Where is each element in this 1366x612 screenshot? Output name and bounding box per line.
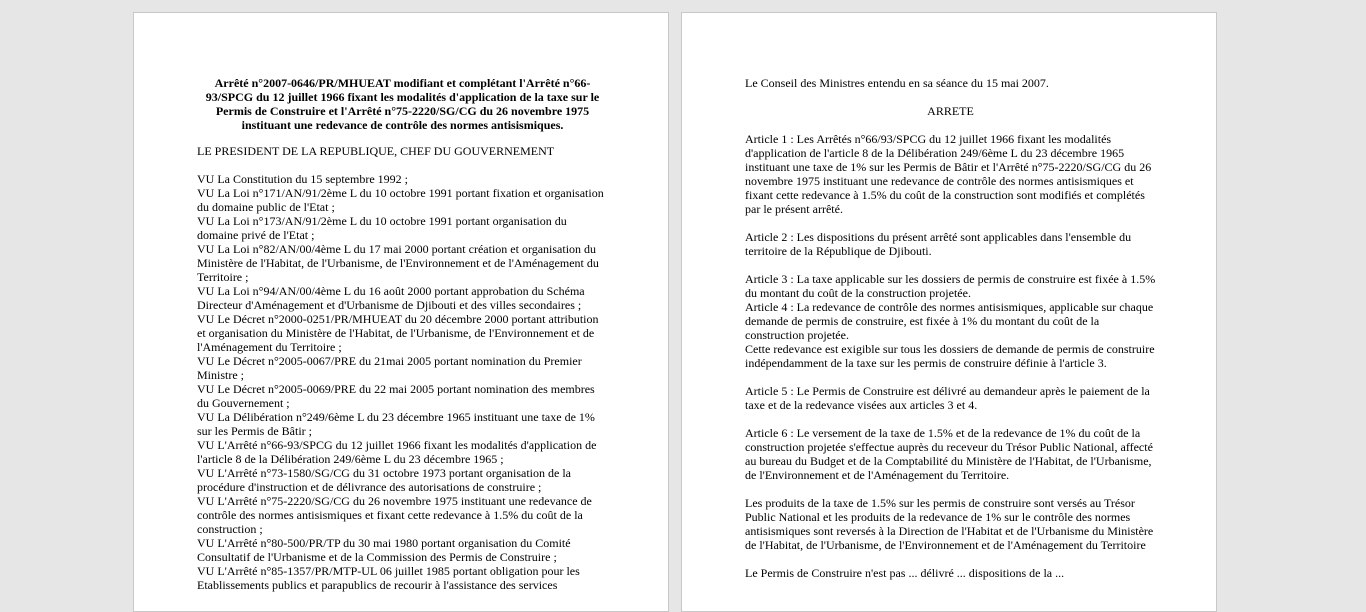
president-heading: LE PRESIDENT DE LA REPUBLIQUE, CHEF DU GOUVERNEMENT	[197, 144, 555, 158]
produits-paragraph: Les produits de la taxe de 1.5% sur les permis de construire sont versés au Trésor Public National et les produits de la redevance de 1% sur le contrôle des normes antisismiques sont reversés à la Direction de l'Habitat et de l'Urbanisme du Ministère de l'Habitat, de l'Urbanisme, de l'Environnement et de l'Aménagement du Territoire	[745, 496, 1154, 552]
vu-item: VU L'Arrêté n°85-1357/PR/MTP-UL 06 juillet 1985 portant obligation pour les Etablissements publics et parapublics de recourir à l'assistance des services	[197, 564, 580, 592]
conseil-statement: Le Conseil des Ministres entendu en sa séance du 15 mai 2007.	[745, 76, 1049, 90]
vu-item: VU Le Décret n°2000-0251/PR/MHUEAT du 20 décembre 2000 portant attribution et organisation du Ministère de l'Habitat, de l'Urbanisme, de l'Environnement et de l'Aménagement du Territoire ;	[197, 312, 599, 354]
page-2-content	[745, 76, 1156, 580]
vu-list	[197, 172, 608, 592]
article-2: Article 2 : Les dispositions du présent arrêté sont applicables dans l'ensemble du territoire de la République de Djibouti.	[745, 230, 1132, 258]
article-5: Article 5 : Le Permis de Construire est délivré au demandeur après le paiement de la taxe et de la redevance visées aux articles 3 et 4.	[745, 384, 1150, 412]
vu-item: VU La Délibération n°249/6ème L du 23 décembre 1965 instituant une taxe de 1% sur les Permis de Bâtir ;	[197, 410, 595, 438]
vu-item: VU La Loi n°82/AN/00/4ème L du 17 mai 2000 portant création et organisation du Ministère de l'Habitat, de l'Urbanisme, de l'Environnement et de l'Aménagement du Territoire ;	[197, 242, 599, 284]
vu-item: VU Le Décret n°2005-0067/PRE du 21mai 2005 portant nomination du Premier Ministre ;	[197, 354, 582, 382]
vu-item: VU L'Arrêté n°66-93/SPCG du 12 juillet 1966 fixant les modalités d'application de l'article 8 de la Délibération 249/6ème L du 23 décembre 1965 ;	[197, 438, 597, 466]
arrete-heading: ARRETE	[927, 104, 974, 118]
decree-title: Arrêté n°2007-0646/PR/MHUEAT modifiant et complétant l'Arrêté n°66-93/SPCG du 12 juillet 1966 fixant les modalités d'application de la taxe sur le Permis de Construire et l'Arrêté n°75-2220/SG/CG du 26 novembre 1975 instituant une redevance de contrôle des normes antisismiques.	[205, 76, 600, 132]
document-page-1	[133, 12, 669, 612]
vu-item: VU La Constitution du 15 septembre 1992 ;	[197, 172, 408, 186]
vu-item: VU L'Arrêté n°80-500/PR/TP du 30 mai 1980 portant organisation du Comité Consultatif de l'Urbanisme et de la Commission des Permis de Construire ;	[197, 536, 571, 564]
vu-item: VU La Loi n°173/AN/91/2ème L du 10 octobre 1991 portant organisation du domaine privé de l'Etat ;	[197, 214, 567, 242]
article-6: Article 6 : Le versement de la taxe de 1.5% et de la redevance de 1% du coût de la construction projetée s'effectue auprès du receveur du Trésor Public National, affecté au bureau du Budget et de la Comptabilité du Ministère de l'Habitat, de l'Urbanisme, de l'Environnement et de l'Aménagement du Territoire.	[745, 426, 1153, 482]
vu-item: VU Le Décret n°2005-0069/PRE du 22 mai 2005 portant nomination des membres du Gouvernement ;	[197, 382, 595, 410]
article-4: Article 4 : La redevance de contrôle des normes antisismiques, applicable sur chaque demande de permis de construire, est fixée à 1% du montant du coût de la construction projetée.	[745, 300, 1154, 342]
vu-item: VU La Loi n°94/AN/00/4ème L du 16 août 2000 portant approbation du Schéma Directeur d'Aménagement et d'Urbanisme de Djibouti et des villes secondaires ;	[197, 284, 585, 312]
vu-item: VU L'Arrêté n°75-2220/SG/CG du 26 novembre 1975 instituant une redevance de contrôle des normes antisismiques et fixant cette redevance à 1.5% du coût de la construction ;	[197, 494, 592, 536]
truncated-paragraph: Le Permis de Construire n'est pas ... délivré ... dispositions de la ...	[745, 566, 1065, 580]
article-1: Article 1 : Les Arrêtés n°66/93/SPCG du 12 juillet 1966 fixant les modalités d'application de l'article 8 de la Délibération 249/6ème L du 23 décembre 1965 instituant une taxe de 1% sur les Permis de Bâtir et l'Arrêté n°75-2220/SG/CG du 26 novembre 1975 instituant une redevance de contrôle des normes antisismiques et fixant cette redevance à 1.5% du coût de la construction sont modifiés et complétés par le présent arrêté.	[745, 132, 1152, 216]
page-1-content	[197, 76, 608, 592]
document-page-2	[681, 12, 1217, 612]
article-4-continued: Cette redevance est exigible sur tous les dossiers de demande de permis de construire indépendamment de la taxe sur les permis de construire définie à l'article 3.	[745, 342, 1155, 370]
article-3: Article 3 : La taxe applicable sur les dossiers de permis de construire est fixée à 1.5% du montant du coût de la construction projetée.	[745, 272, 1156, 300]
vu-item: VU L'Arrêté n°73-1580/SG/CG du 31 octobre 1973 portant organisation de la procédure d'instruction et de délivrance des autorisations de construire ;	[197, 466, 572, 494]
vu-item: VU La Loi n°171/AN/91/2ème L du 10 octobre 1991 portant fixation et organisation du domaine public de l'Etat ;	[197, 186, 604, 214]
